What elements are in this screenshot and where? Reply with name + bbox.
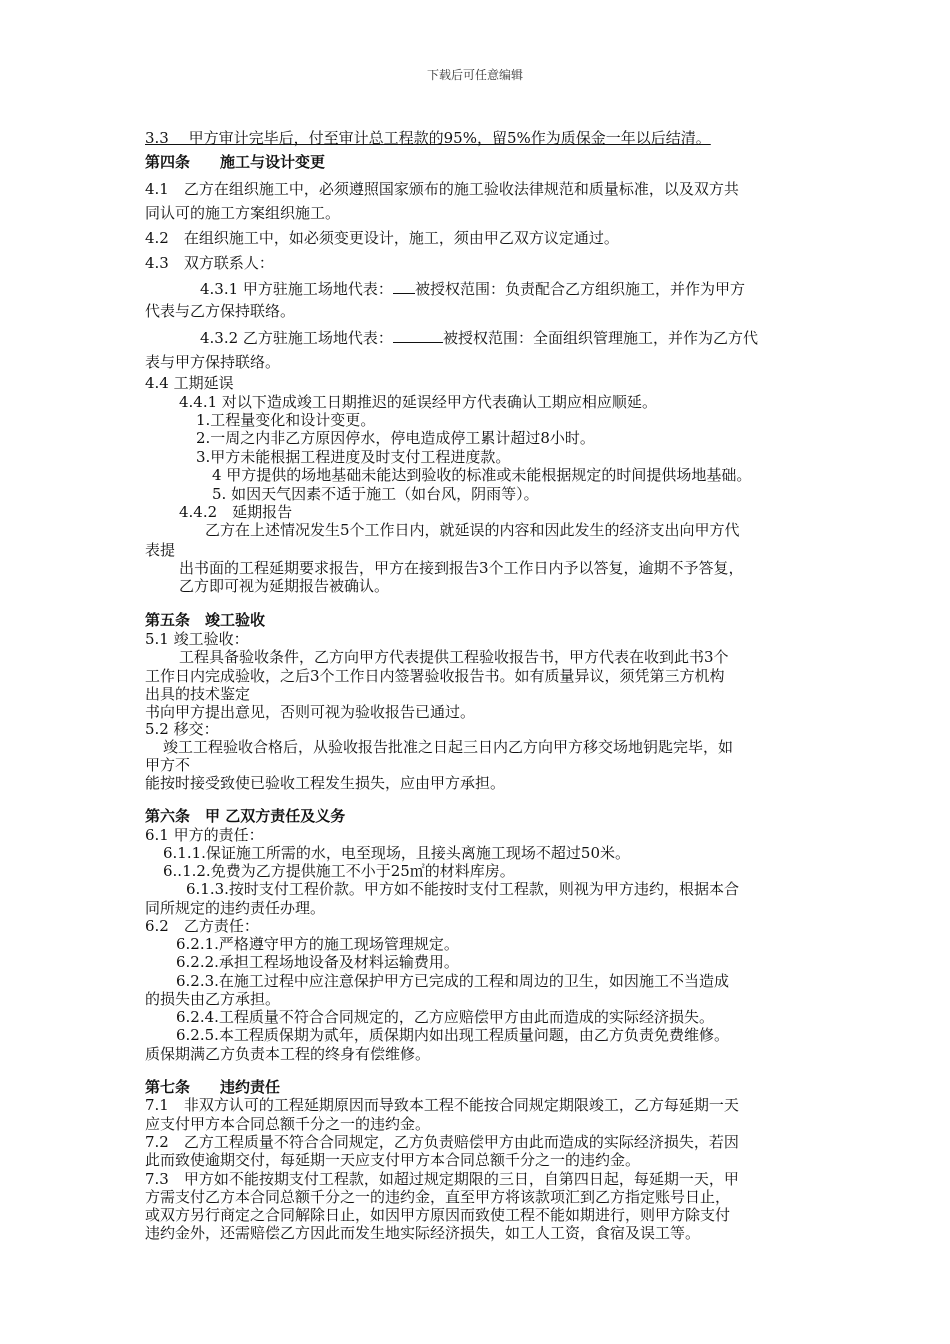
clause-4-3-2-scope: 被授权范围：全面组织管理施工，并作为乙方代 — [442, 329, 758, 347]
clause-5-1-line-1: 工程具备验收条件，乙方向甲方代表提供工程验收报告书，甲方代表在收到此书3个 — [179, 648, 729, 666]
delay-item-1: 1.工程量变化和设计变更。 — [196, 411, 376, 429]
clause-4-4-2-line-3: 出书面的工程延期要求报告，甲方在接到报告3个工作日内予以答复，逾期不予答复， — [179, 559, 744, 577]
clause-4-3-2-label: 4.3.2 乙方驻施工场地代表： — [200, 329, 393, 347]
clause-6-2: 6.2 乙方责任： — [145, 917, 259, 935]
clause-4-3-1-line-1 — [200, 279, 745, 298]
clause-6-2-3-line-1: 6.2.3.在施工过程中应注意保护甲方已完成的工程和周边的卫生，如因施工不当造成 — [176, 972, 729, 990]
clause-5-1-line-4: 书向甲方提出意见，否则可视为验收报告已通过。 — [145, 703, 476, 721]
party-a-rep-blank — [393, 279, 415, 294]
clause-5-2-line-2: 甲方不 — [145, 756, 191, 774]
clause-3-3: 3.3 甲方审计完毕后，付至审计总工程款的95%，留5%作为质保金一年以后结清。 — [145, 129, 711, 147]
clause-6-2-3-line-2: 的损失由乙方承担。 — [145, 990, 281, 1008]
clause-6-2-4: 6.2.4.工程质量不符合合同规定的，乙方应赔偿甲方由此而造成的实际经济损失。 — [176, 1008, 714, 1026]
clause-4-3-1-label: 4.3.1 甲方驻施工场地代表： — [200, 280, 393, 298]
clause-5-1: 5.1 竣工验收： — [145, 630, 249, 648]
party-b-rep-blank — [393, 328, 443, 343]
clause-4-3-1-line-2: 代表与乙方保持联络。 — [145, 302, 296, 320]
delay-item-5: 5. 如因天气因素不适于施工（如台风，阴雨等）。 — [212, 485, 539, 503]
clause-7-2-line-2: 此而致使逾期交付，每延期一天应支付甲方本合同总额千分之一的违约金。 — [145, 1151, 641, 1169]
clause-7-1-line-2: 应支付甲方本合同总额千分之一的违约金。 — [145, 1115, 431, 1133]
clause-4-1-line-1: 4.1 乙方在组织施工中，必须遵照国家颁布的施工验收法律规范和质量标准，以及双方共 — [145, 180, 739, 198]
section-5-heading: 第五条 竣工验收 — [145, 611, 266, 629]
clause-4-4-2-line-2: 表提 — [145, 541, 176, 559]
clause-5-2: 5.2 移交： — [145, 720, 219, 738]
delay-item-4: 4 甲方提供的场地基础未能达到验收的标准或未能根据规定的时间提供场地基础。 — [212, 466, 752, 484]
clause-4-3-1-scope: 被授权范围：负责配合乙方组织施工，并作为甲方 — [414, 280, 745, 298]
clause-4-4-1: 4.4.1 对以下造成竣工日期推迟的延误经甲方代表确认工期应相应顺延。 — [179, 393, 657, 411]
section-7-heading: 第七条 违约责任 — [145, 1078, 281, 1096]
clause-4-3-2-line-1 — [200, 328, 758, 347]
clause-6-2-1: 6.2.1.严格遵守甲方的施工现场管理规定。 — [176, 935, 459, 953]
clause-7-3-line-1: 7.3 甲方如不能按期支付工程款，如超过规定期限的三日，自第四日起，每延期一天，甲 — [145, 1170, 739, 1188]
delay-item-2: 2.一周之内非乙方原因停水，停电造成停工累计超过8小时。 — [196, 429, 595, 447]
clause-7-3-line-4: 违约金外，还需赔偿乙方因此而发生地实际经济损失，如工人工资，食宿及误工等。 — [145, 1224, 701, 1242]
clause-4-4: 4.4 工期延误 — [145, 374, 234, 392]
clause-5-2-line-3: 能按时接受致使已验收工程发生损失，应由甲方承担。 — [145, 774, 506, 792]
clause-7-3-line-3: 或双方另行商定之合同解除日止，如因甲方原因而致使工程不能如期进行，则甲方除支付 — [145, 1206, 731, 1224]
clause-6-1: 6.1 甲方的责任： — [145, 826, 264, 844]
clause-6-2-5-line-2: 质保期满乙方负责本工程的终身有偿维修。 — [145, 1045, 431, 1063]
clause-5-2-line-1: 竣工工程验收合格后，从验收报告批准之日起三日内乙方向甲方移交场地钥匙完毕，如 — [163, 738, 734, 756]
clause-7-3-line-2: 方需支付乙方本合同总额千分之一的违约金，直至甲方将该款项汇到乙方指定账号日止， — [145, 1188, 731, 1206]
clause-7-1-line-1: 7.1 非双方认可的工程延期原因而导致本工程不能按合同规定期限竣工，乙方每延期一天 — [145, 1096, 739, 1114]
clause-6-1-1: 6.1.1.保证施工所需的水，电至现场，且接头离施工现场不超过50米。 — [163, 844, 631, 862]
clause-4-3-2-line-2: 表与甲方保持联络。 — [145, 353, 281, 371]
clause-6-2-5-line-1: 6.2.5.本工程质保期为贰年，质保期内如出现工程质量问题，由乙方负责免费维修。 — [176, 1026, 729, 1044]
section-6-heading: 第六条 甲 乙双方责任及义务 — [145, 807, 346, 825]
clause-5-1-line-2: 工作日内完成验收，之后3个工作日内签署验收报告书。如有质量异议，须凭第三方机构 — [145, 667, 725, 685]
page-header: 下载后可任意编辑 — [426, 68, 523, 82]
clause-4-4-2-line-1: 乙方在上述情况发生5个工作日内，就延误的内容和因此发生的经济支出向甲方代 — [205, 521, 740, 539]
clause-4-4-2-line-4: 乙方即可视为延期报告被确认。 — [179, 577, 390, 595]
clause-7-2-line-1: 7.2 乙方工程质量不符合合同规定，乙方负责赔偿甲方由此而造成的实际经济损失，若因 — [145, 1133, 739, 1151]
clause-6-1-3-line-2: 同所规定的违约责任办理。 — [145, 899, 326, 917]
clause-4-1-line-2: 同认可的施工方案组织施工。 — [145, 204, 341, 222]
delay-item-3: 3.甲方未能根据工程进度及时支付工程进度款。 — [196, 448, 511, 466]
clause-4-3: 4.3 双方联系人： — [145, 254, 274, 272]
section-4-heading: 第四条 施工与设计变更 — [145, 153, 326, 171]
clause-5-1-line-3: 出具的技术鉴定 — [145, 685, 251, 703]
clause-6-1-2: 6..1.2.免费为乙方提供施工不小于25㎡的材料库房。 — [163, 862, 515, 880]
clause-4-2: 4.2 在组织施工中，如必须变更设计，施工，须由甲乙双方议定通过。 — [145, 229, 619, 247]
clause-6-1-3-line-1: 6.1.3.按时支付工程价款。甲方如不能按时支付工程款，则视为甲方违约，根据本合 — [186, 880, 739, 898]
clause-6-2-2: 6.2.2.承担工程场地设备及材料运输费用。 — [176, 953, 459, 971]
clause-4-4-2: 4.4.2 延期报告 — [179, 503, 293, 521]
